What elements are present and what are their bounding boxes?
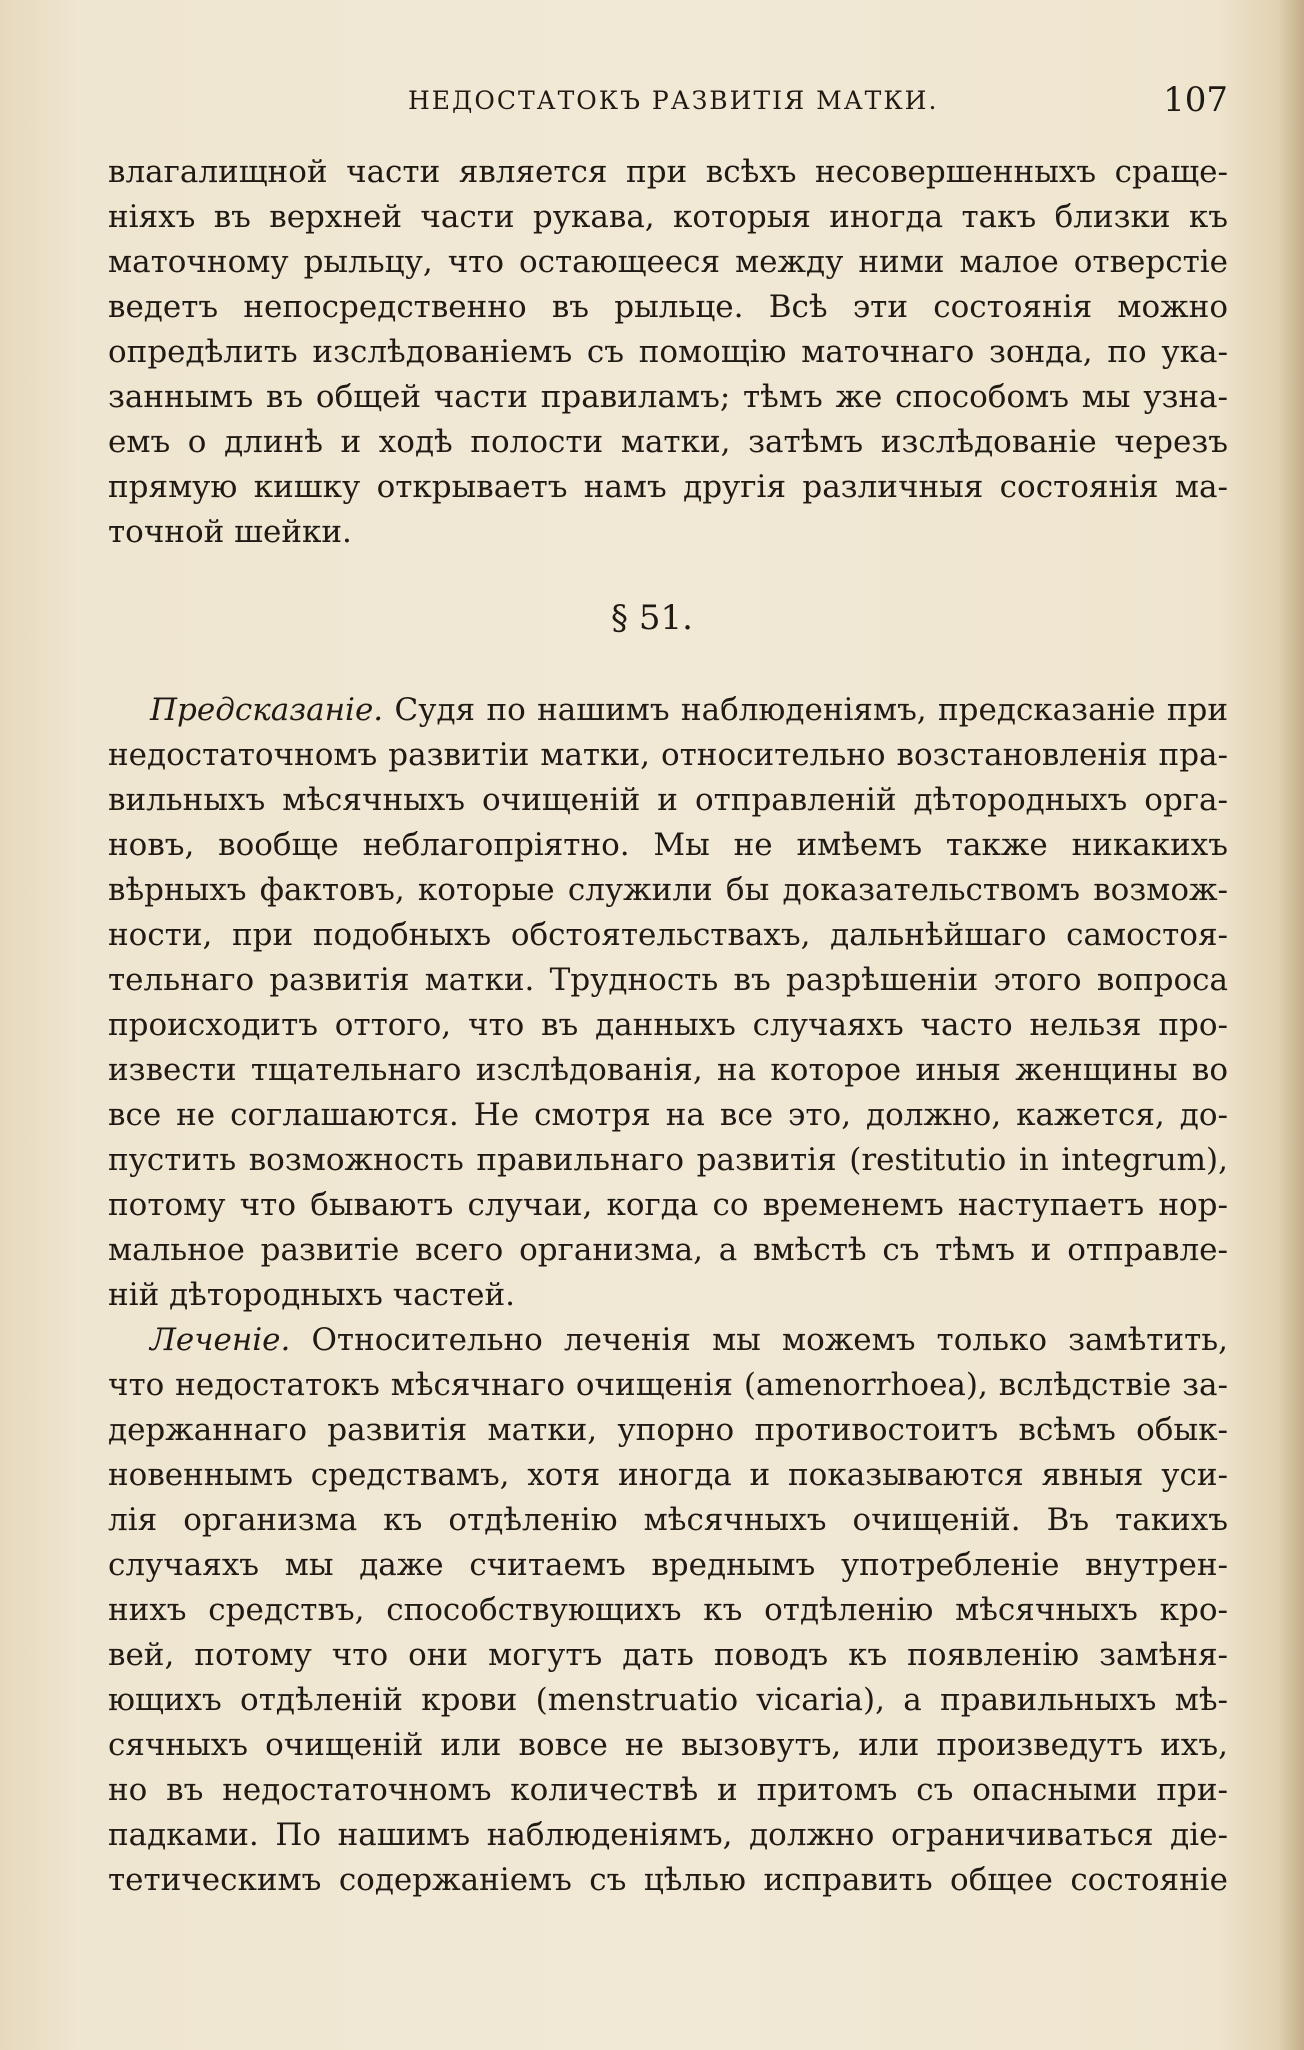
text-line: извести тщательнаго изслѣдованія, на которое иныя женщины во: [108, 1052, 1228, 1088]
text-line: емъ о длинѣ и ходѣ полости матки, затѣмъ изслѣдованіе черезъ: [108, 424, 1228, 460]
prognosis-first-line: [108, 688, 1228, 733]
treatment-line-text: Относительно леченія мы можемъ только замѣтить,: [311, 1322, 1228, 1358]
page-number: 107: [1163, 80, 1228, 120]
text-line: тельнаго развитія матки. Трудность въ разрѣшеніи этого вопроса: [108, 962, 1228, 998]
text-line: падками. По нашимъ наблюденіямъ, должно ограничиваться діе-: [108, 1817, 1228, 1853]
text-line: пустить возможность правильнаго развитія (restitutio in integrum),: [108, 1142, 1228, 1178]
treatment-rubric: Леченіе.: [150, 1322, 291, 1358]
text-line: мальное развитіе всего организма, а вмѣстѣ съ тѣмъ и отправле-: [108, 1232, 1228, 1268]
text-line: что недостатокъ мѣсячнаго очищенія (amenorrhoea), вслѣдствіе за-: [108, 1367, 1228, 1403]
text-line: ведетъ непосредственно въ рыльце. Всѣ эти состоянія можно: [108, 289, 1228, 325]
text-line: новъ, вообще неблагопріятно. Мы не имѣемъ также никакихъ: [108, 827, 1228, 863]
page-header: [108, 80, 1228, 130]
paragraph-continued: [108, 150, 1228, 555]
text-line: происходитъ оттого, что въ данныхъ случаяхъ часто нельзя про-: [108, 1007, 1228, 1043]
treatment-first-line: [108, 1318, 1228, 1363]
text-line: вей, потому что они могутъ дать поводъ къ появленію замѣня-: [108, 1637, 1228, 1673]
running-title: НЕДОСТАТОКЪ РАЗВИТІЯ МАТКИ.: [408, 86, 939, 115]
text-line: вильныхъ мѣсячныхъ очищеній и отправленій дѣтородныхъ орга-: [108, 782, 1228, 818]
text-line: недостаточномъ развитіи матки, относительно возстановленія пра-: [108, 737, 1228, 773]
text-line: новеннымъ средствамъ, хотя иногда и показываются явныя уси-: [108, 1457, 1228, 1493]
text-line: маточному рыльцу, что остающееся между ними малое отверстіе: [108, 244, 1228, 280]
text-line: лія организма къ отдѣленію мѣсячныхъ очищеній. Въ такихъ: [108, 1502, 1228, 1538]
text-line: тетическимъ содержаніемъ съ цѣлью исправить общее состояніе: [108, 1862, 1228, 1898]
text-line: заннымъ въ общей части правиламъ; тѣмъ же способомъ мы узна-: [108, 379, 1228, 415]
text-line: точной шейки.: [108, 514, 352, 550]
text-line: ній дѣтородныхъ частей.: [108, 1277, 516, 1313]
text-line: сячныхъ очищеній или вовсе не вызовутъ, или произведутъ ихъ,: [108, 1727, 1228, 1763]
prognosis-rubric: Предсказаніе.: [150, 692, 384, 728]
text-line: нихъ средствъ, способствующихъ къ отдѣленію мѣсячныхъ кро-: [108, 1592, 1228, 1628]
text-line: ніяхъ въ верхней части рукава, которыя иногда такъ близки къ: [108, 199, 1228, 235]
text-line: ности, при подобныхъ обстоятельствахъ, дальнѣйшаго самостоя-: [108, 917, 1228, 953]
text-line: держаннаго развитія матки, упорно противостоитъ всѣмъ обык-: [108, 1412, 1228, 1448]
prognosis-line-text: Судя по нашимъ наблюденіямъ, предсказаніе при: [394, 692, 1228, 728]
text-line: все не соглашаются. Не смотря на все это, должно, кажется, до-: [108, 1097, 1228, 1133]
page-edge-shadow: [1278, 0, 1304, 2050]
text-line: случаяхъ мы даже считаемъ вреднымъ употребленіе внутрен-: [108, 1547, 1228, 1583]
text-line: ющихъ отдѣленій крови (menstruatio vicaria), а правильныхъ мѣ-: [108, 1682, 1228, 1718]
text-line: но въ недостаточномъ количествѣ и притомъ съ опасными при-: [108, 1772, 1228, 1808]
text-line: опредѣлить изслѣдованіемъ съ помощію маточнаго зонда, по ука-: [108, 334, 1228, 370]
text-line: влагалищной части является при всѣхъ несовершенныхъ сраще-: [108, 154, 1228, 190]
section-body: [108, 688, 1228, 1903]
text-line: вѣрныхъ фактовъ, которые служили бы доказательствомъ возмож-: [108, 872, 1228, 908]
text-line: потому что бываютъ случаи, когда со временемъ наступаетъ нор-: [108, 1187, 1228, 1223]
text-line: прямую кишку открываетъ намъ другія различныя состоянія ма-: [108, 469, 1228, 505]
section-heading: § 51.: [611, 598, 693, 638]
